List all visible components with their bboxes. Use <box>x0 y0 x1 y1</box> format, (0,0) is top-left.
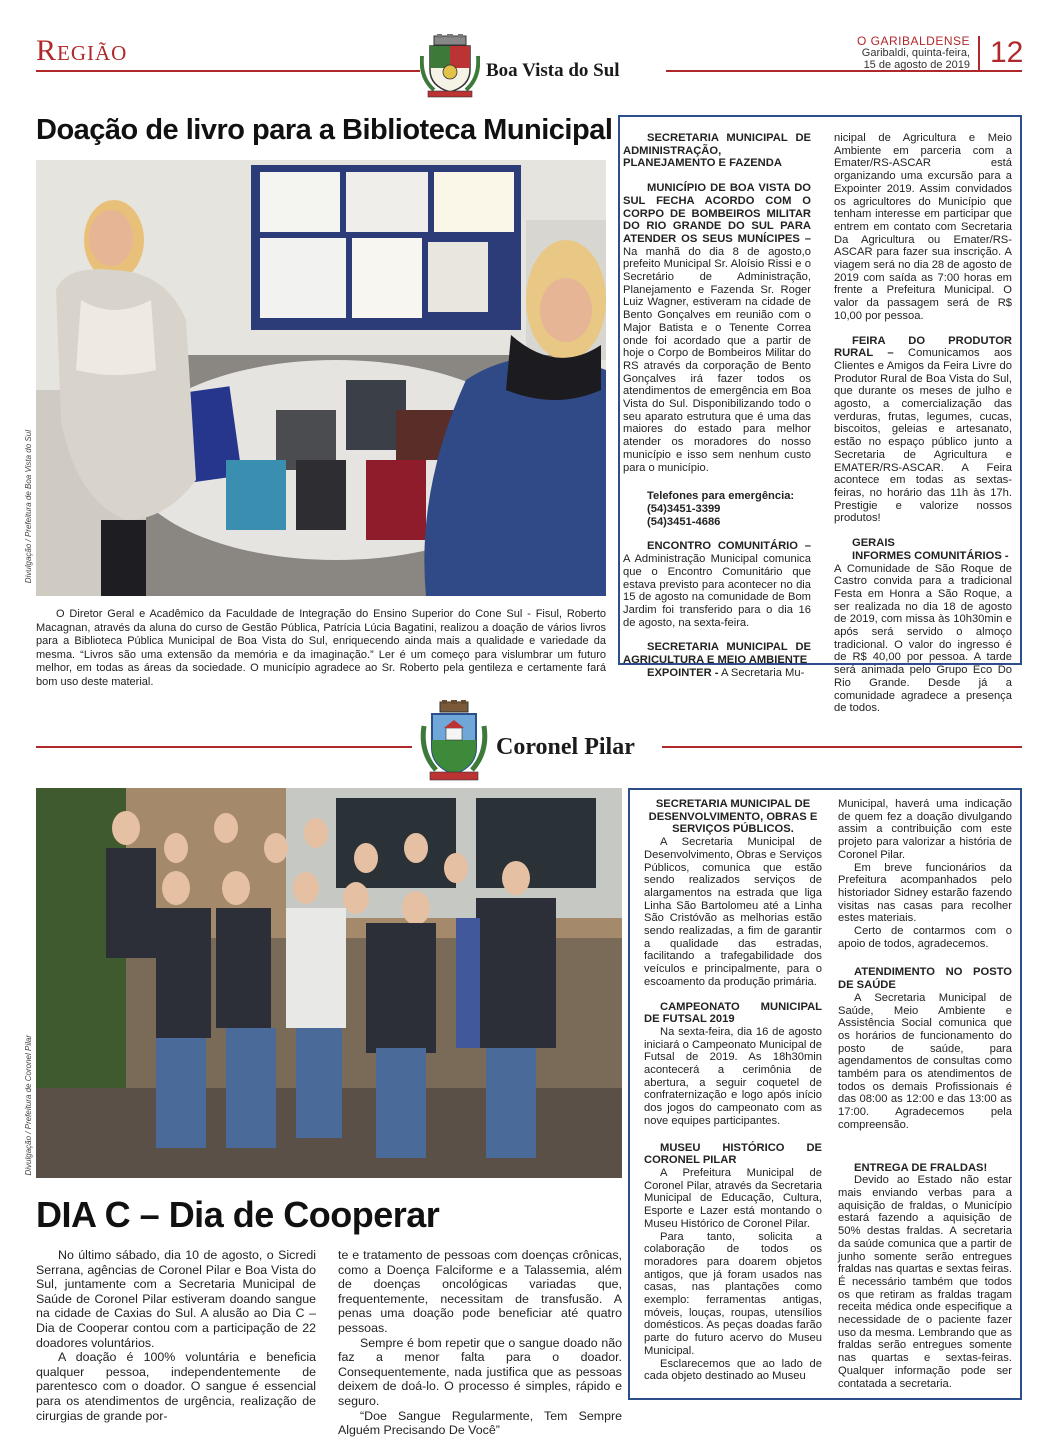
emergency-phones-label: Telefones para emergência: <box>647 490 795 503</box>
header-rule-left <box>36 70 420 72</box>
dia-c-paragraph-2: A doação é 100% voluntária e beneficia qualquer pessoa, independentemente de parentesco com o doador. O sangue é essencial para os atendimentos de urgência, realização de cirurgias de grande por- <box>36 1350 316 1423</box>
notice-museu-text-3: Esclarecemos que ao lado de cada objeto destinado ao Museu <box>644 1357 822 1383</box>
notice-heading-saude: ATENDIMENTO NO POSTO DE SAÚDE <box>838 966 1012 992</box>
boa-vista-crest-icon <box>420 34 480 98</box>
notice-heading-fraldas: ENTREGA DE FRALDAS! <box>854 1161 988 1174</box>
section-title: Região <box>36 34 128 67</box>
notice-expointer <box>623 667 811 680</box>
dia-c-paragraph-1: No último sábado, dia 10 de agosto, o Sicredi Serrana, agências de Coronel Pilar e Boa Vista do Sul, juntamente com a Secretaria Municipal de Saúde de Coronel Pilar estiveram doando sangue na cidade de Caxias do Sul. A alusão ao Dia C – Dia de Cooperar contou com a participação de 22 doadores voluntários. <box>36 1248 316 1350</box>
notice-heading-futsal: CAMPEONATO MUNICIPAL DE FUTSAL 2019 <box>644 1000 822 1026</box>
notice-feira <box>834 335 1012 526</box>
library-donation-photo <box>36 160 606 596</box>
notice-heading-expointer: EXPOINTER - <box>647 666 719 679</box>
boa-vista-headline: Doação de livro para a Biblioteca Municipal <box>36 114 613 146</box>
dia-c-paragraph-3: te e tratamento de pessoas com doenças crônicas, como a Doença Falciforme e a Talassemia, além de doenças oncológicas variadas que, frequentemente, necessitam de transfusão. A penas uma doação pode beneficiar até quatro pessoas. <box>338 1248 622 1335</box>
notice-museu-visits: Em breve funcionários da Prefeitura acompanhados pelo historiador Sidney estarão fazendo visitas nas casas para recolher estes materiais. <box>838 861 1012 925</box>
date-line-2: 15 de agosto de 2019 <box>863 59 970 71</box>
dia-c-headline: DIA C – Dia de Cooperar <box>36 1194 440 1235</box>
library-photo-credit: Divulgação / Prefeitura de Boa Vista do Sul <box>24 430 33 584</box>
coronel-pilar-town-name: Coronel Pilar <box>496 734 635 760</box>
notice-museu-text-1: A Prefeitura Municipal de Coronel Pilar, através da Secretaria Municipal de Educação, Cultura, Esporte e Lazer está montando o Museu Histórico de Coronel Pilar. <box>644 1166 822 1230</box>
page-number: 12 <box>990 36 1024 69</box>
notice-heading-gerais: GERAIS <box>852 537 895 550</box>
notice-heading-obras: SECRETARIA MUNICIPAL DE DESENVOLVIMENTO, OBRAS E SERVIÇOS PÚBLICOS. <box>648 798 818 836</box>
boa-vista-town-name: Boa Vista do Sul <box>486 60 620 81</box>
paper-name: O GARIBALDENSE <box>856 34 970 48</box>
divider-rule-left <box>36 746 412 748</box>
notice-museu-thanks: Certo de contarmos com o apoio de todos, agradecemos. <box>838 925 1012 950</box>
dia-c-article-col1 <box>36 1248 316 1423</box>
notice-saude-text: A Secretaria Municipal de Saúde, Meio Ambiente e Assistência Social comunica que os horários de funcionamento do posto de saúde, para agendamentos de consultas como também para os atendimentos de todos os demais Profissionais é das 08:00 as 12:00 e das 13:00 as 17:00. Agradecemos pela compreensão. <box>838 991 1012 1131</box>
notice-encontro <box>623 540 811 629</box>
library-photo-caption: O Diretor Geral e Acadêmico da Faculdade de Integração do Ensino Superior do Cone Sul - Fisul, Roberto Macagnan, através da aluna do curso de Gestão Pública, Patrícia Lúcia Bagatini, realizou a doação de vários livros para a Biblioteca Pública Municipal de Boa Vista do Sul, enriquecendo ainda mais a qualidade e variedade da mesma. “Livros são uma extensão da memória e da imaginação.” Ler é um começo para vislumbrar um futuro melhor, em todas as áreas da sociedade. O município agradece ao Sr. Roberto pela gentileza e certamente fará bom uso deste material. <box>36 608 606 688</box>
coronel-pilar-notices-col2 <box>838 798 1012 1390</box>
dia-c-paragraph-4: Sempre é bom repetir que o sangue doado não faz a menor falta para o doador. Consequentemente, nada justifica que as pessoas deixem de doá-lo. O processo é simples, rápido e seguro. <box>338 1335 622 1408</box>
notice-encontro-text: A Administração Municipal comunica que o Encontro Comunitário que estava previsto para acontecer no dia 15 de agosto na comunidade de Bom Jardim foi transferido para o dia 16 de agosto, na sexta-feira. <box>623 553 811 629</box>
notice-heading-bombeiros: MUNICÍPIO DE BOA VISTA DO SUL FECHA ACORDO COM O CORPO DE BOMBEIROS MILITAR DO RIO GRANDE DO SUL PARA ATENDER OS SEUS MUNÍCIPES – <box>623 182 811 245</box>
emergency-phone-1: (54)3451-3399 <box>647 502 721 515</box>
coronel-pilar-notices-col1 <box>644 798 822 1383</box>
notice-museu-text-2: Para tanto, solicita a colaboração de todos os moradores para doarem objetos antigos, que já foram usados nas casas, nas plantações como exemplo: ferramentas antigas, móveis, louças, roupas, utensílios domésticos. As peças doadas farão parte do futuro acervo do Museu Municipal. <box>644 1230 822 1357</box>
notice-informes-text: A Comunidade de São Roque de Castro convida para a tradicional Festa em Honra a São Roque, a ser realizada no dia 18 de agosto de 2019, com missa às 10h30min e após será servido o almoço tradicional. O valor do ingresso é de R$ 40,00 por pessoa. A tarde será animada pelo Grupo Eco Do Rio Grande. Desde já a comunidade agradece a presença de todos. <box>834 562 1012 715</box>
dia-c-group-photo <box>36 788 622 1178</box>
boa-vista-notices-col1 <box>623 132 811 679</box>
notice-bombeiros-text: Na manhã do dia 8 de agosto,o prefeito Municipal Sr. Aloísio Rissi e o Secretário de Administração, Planejamento e Fazenda Sr. Roger Luiz Wagner, estiveram na cidade de Bento Gonçalves em reunião com o Major Batista e o Tenente Correa onde foi acordado que a partir de hoje o Corpo de Bombeiros Militar do RS através da corporação de Bento Gonçalves irá fazer todos os atendimentos de emergência em Boa Vista do Sul. Disponibilizando todo o seu aparato estrutura que é uma das maiores do estado para melhor atender os moradores do nosso município e isso sem nenhum custo para o município. <box>623 245 811 474</box>
date-line-1: Garibaldi, quinta-feira, <box>861 47 970 59</box>
masthead <box>857 35 970 71</box>
notice-expointer-cont: nicipal de Agricultura e Meio Ambiente em parceria com a Emater/RS-ASCAR está organizando uma excursão para a Expointer 2019. Assim convidados os agricultores do Município que tenham interesse em participar que entrem em contato com Secretaria Da Agricultura ou Emater/RS-ASCAR para fazer sua inscrição. A viagem será no dia 28 de agosto de 2019 com saída as 7:00 horas em frente a Prefeitura Municipal. O valor da passagem será de R$ 10,00 por pessoa. <box>834 132 1012 322</box>
notice-expointer-text: A Secretaria Mu- <box>720 666 805 679</box>
emergency-phone-2: (54)3451-4686 <box>647 515 721 528</box>
notice-museu-cont: Municipal, haverá uma indicação de quem fez a doação divulgando assim a contribuição com este projeto para valorizar a história de Coronel Pilar. <box>838 798 1012 861</box>
dia-c-quote: “Doe Sangue Regularmente, Tem Sempre Alguém Precisando De Você” <box>338 1408 622 1438</box>
notice-heading-agricultura: SECRETARIA MUNICIPAL DE AGRICULTURA E MEIO AMBIENTE <box>623 641 811 667</box>
notice-heading-feira: FEIRA DO PRODUTOR RURAL – <box>834 334 1012 360</box>
notice-fraldas-text: Devido ao Estado não estar mais enviando verbas para a aquisição de fraldas, o Município estará fazendo a aquisição de 50% destas fraldas. A secretaria da saúde comunica que a partir de junho somente serão entregues fraldas nas quartas e sextas feiras. É necessário também que todos os que retiram as fraldas tragam receita médica onde especifique a necessidade de o paciente fazer uso da mesma. Lembrando que as fraldas serão entregues somente nas quartas e sextas-feiras. Qualquer informação pode ser contatada a secretaria. <box>838 1174 1012 1390</box>
dia-c-article-col2 <box>338 1248 622 1438</box>
boa-vista-notices-col2 <box>834 132 1012 715</box>
notice-heading-encontro: ENCONTRO COMUNITÁRIO – <box>647 540 811 553</box>
divider-rule-right <box>662 746 1022 748</box>
coronel-pilar-crest-icon <box>418 700 490 782</box>
notice-heading-museu: MUSEU HISTÓRICO DE CORONEL PILAR <box>644 1141 822 1167</box>
notice-bombeiros <box>623 182 811 474</box>
page-number-separator <box>978 36 980 72</box>
notice-heading-informes: INFORMES COMUNITÁRIOS - <box>852 549 1009 562</box>
notice-heading-admin: SECRETARIA MUNICIPAL DE ADMINISTRAÇÃO, PLANEJAMENTO E FAZENDA <box>623 132 811 170</box>
dia-c-photo-credit: Divulgação / Prefeitura de Coronel Pilar <box>24 1035 33 1176</box>
notice-obras-text: A Secretaria Municipal de Desenvolvimento, Obras e Serviços Públicos, comunica que estão sendo realizados serviços de alargamentos na estrada que liga Linha São Bartolomeu até a Linha São Cristóvão as melhorias estão sendo realizadas, a fim de garantir a qualidade das estradas, facilitando a trafegabilidade dos veículos e principalmente, para o escoamento da produção primária. <box>644 836 822 988</box>
notice-feira-text: Comunicamos aos Clientes e Amigos da Feira Livre do Produtor Rural de Boa Vista do Sul, que durante os meses de julho e agosto, a comercialização das verduras, frutas, legumes, cucas, biscoitos, geleias e artesanato, estão no espaço público junto a Secretaria de Agricultura e EMATER/RS-ASCAR. A Feira acontece em todas as sextas-feiras, no horário das 11h às 17h. Prestigie e valorize nossos produtos! <box>834 347 1013 525</box>
notice-futsal-text: Na sexta-feira, dia 16 de agosto iniciará o Campeonato Municipal de Futsal de 2019. As 18h30min acontecerá a cerimônia de abertura, a seguir coquetel de confraternização e logo após início dos jogos do campeonato com as nove equipes participantes. <box>644 1025 822 1127</box>
